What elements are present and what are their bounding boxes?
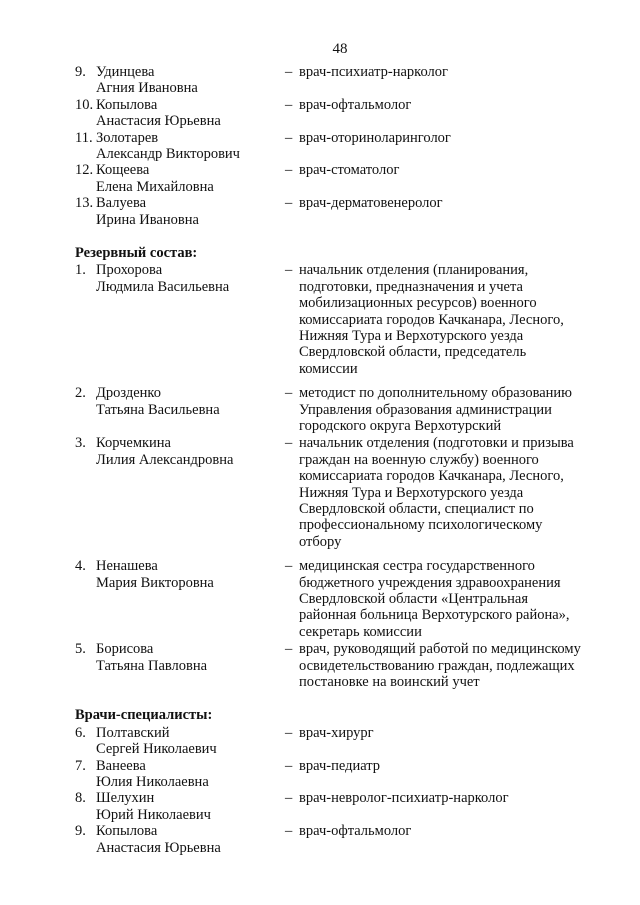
dash-separator: – bbox=[285, 641, 293, 658]
entry-number: 10. bbox=[75, 96, 94, 113]
name-line: Анастасия Юрьевна bbox=[96, 839, 221, 856]
reserve-heading: Резервный состав: bbox=[75, 244, 198, 261]
role-text bbox=[299, 725, 610, 741]
role-line: Свердловской области, председатель bbox=[299, 344, 527, 361]
dash-separator: – bbox=[285, 558, 293, 575]
name-line: Удинцева bbox=[96, 64, 155, 80]
dash-separator: – bbox=[285, 790, 293, 807]
dash-separator: – bbox=[285, 757, 293, 774]
person-name bbox=[96, 758, 281, 791]
name-line: Юрий Николаевич bbox=[96, 806, 211, 823]
list-entry bbox=[75, 558, 610, 640]
role-text bbox=[299, 97, 610, 113]
entry-number: 7. bbox=[75, 757, 86, 774]
role-text bbox=[299, 435, 610, 550]
role-text bbox=[299, 558, 610, 640]
role-text bbox=[299, 823, 610, 839]
role-line: Свердловской области «Центральная bbox=[299, 590, 528, 607]
list-entry bbox=[75, 262, 610, 377]
entry-number: 13. bbox=[75, 195, 94, 212]
name-line: Копылова bbox=[96, 823, 158, 840]
name-line: Валуева bbox=[96, 195, 147, 212]
role-line: комиссариата городов Качканара, Лесного, bbox=[299, 468, 564, 485]
name-line: Ненашева bbox=[96, 558, 158, 575]
role-line: Нижняя Тура и Верхотурского уезда bbox=[299, 484, 524, 501]
entry-number: 11. bbox=[75, 129, 93, 146]
page-number: 48 bbox=[332, 41, 348, 57]
doctors-heading: Врачи-специалисты: bbox=[75, 707, 213, 724]
role-line: врач-педиатр bbox=[299, 757, 381, 774]
person-name bbox=[96, 130, 281, 163]
name-line: Золотарев bbox=[96, 129, 159, 146]
person-name bbox=[96, 385, 281, 418]
dash-separator: – bbox=[285, 195, 293, 212]
role-text bbox=[299, 758, 610, 774]
role-line: бюджетного учреждения здравоохранения bbox=[299, 574, 561, 591]
role-text bbox=[299, 641, 610, 690]
name-line: Прохорова bbox=[96, 262, 163, 279]
role-line: врач-психиатр-нарколог bbox=[299, 64, 448, 80]
dash-separator: – bbox=[285, 385, 293, 402]
name-line: Борисова bbox=[96, 641, 154, 658]
entry-number: 5. bbox=[75, 641, 86, 658]
list-entry bbox=[75, 195, 610, 228]
name-line: Лилия Александровна bbox=[96, 451, 234, 468]
name-line: Корчемкина bbox=[96, 435, 171, 452]
commission-members-list bbox=[75, 64, 610, 228]
person-role bbox=[285, 130, 610, 146]
list-entry bbox=[75, 758, 610, 791]
role-line: секретарь комиссии bbox=[299, 623, 422, 640]
name-line: Людмила Васильевна bbox=[96, 278, 230, 295]
list-entry bbox=[75, 790, 610, 823]
entry-number: 1. bbox=[75, 262, 86, 279]
list-entry bbox=[75, 130, 610, 163]
dash-separator: – bbox=[285, 96, 293, 113]
entry-number: 12. bbox=[75, 162, 94, 179]
role-line: городского округа Верхотурский bbox=[299, 418, 502, 434]
dash-separator: – bbox=[285, 64, 293, 80]
dash-separator: – bbox=[285, 823, 293, 840]
name-line: Шелухин bbox=[96, 790, 155, 807]
person-name bbox=[96, 823, 281, 856]
entry-number: 3. bbox=[75, 435, 86, 452]
name-line: Елена Михайловна bbox=[96, 178, 214, 195]
person-role bbox=[285, 162, 610, 178]
role-line: врач-хирург bbox=[299, 724, 374, 741]
person-role bbox=[285, 641, 610, 690]
role-line: врач-стоматолог bbox=[299, 162, 400, 179]
person-name bbox=[96, 64, 281, 97]
person-role bbox=[285, 758, 610, 774]
role-text bbox=[299, 262, 610, 377]
name-line: Ванеева bbox=[96, 757, 146, 774]
person-name bbox=[96, 195, 281, 228]
person-name bbox=[96, 790, 281, 823]
role-text bbox=[299, 385, 610, 434]
role-text bbox=[299, 195, 610, 211]
name-line: Дрозденко bbox=[96, 385, 161, 402]
document-body bbox=[75, 64, 610, 856]
person-name bbox=[96, 435, 281, 468]
person-role bbox=[285, 262, 610, 377]
name-line: Ирина Ивановна bbox=[96, 211, 199, 228]
name-line: Полтавский bbox=[96, 724, 170, 741]
person-role bbox=[285, 725, 610, 741]
person-name bbox=[96, 558, 281, 591]
reserve-members-list bbox=[75, 262, 610, 690]
name-line: Кощеева bbox=[96, 162, 150, 179]
list-entry bbox=[75, 162, 610, 195]
entry-number: 4. bbox=[75, 558, 86, 575]
person-name bbox=[96, 97, 281, 130]
entry-number: 2. bbox=[75, 385, 86, 402]
person-role bbox=[285, 64, 610, 80]
person-role bbox=[285, 385, 610, 434]
name-line: Сергей Николаевич bbox=[96, 741, 217, 758]
role-text bbox=[299, 64, 610, 80]
person-role bbox=[285, 558, 610, 640]
person-role bbox=[285, 97, 610, 113]
name-line: Копылова bbox=[96, 96, 158, 113]
person-role bbox=[285, 435, 610, 550]
dash-separator: – bbox=[285, 435, 293, 452]
role-line: Свердловской области, специалист по bbox=[299, 501, 534, 517]
role-line: граждан на военную службу) военного bbox=[299, 451, 539, 468]
list-entry bbox=[75, 385, 610, 434]
role-line: отбору bbox=[299, 533, 342, 550]
role-line: комиссии bbox=[299, 360, 358, 377]
name-line: Юлия Николаевна bbox=[96, 773, 209, 790]
role-text bbox=[299, 790, 610, 806]
role-line: комиссариата городов Качканара, Лесного, bbox=[299, 311, 564, 328]
person-role bbox=[285, 823, 610, 839]
person-name bbox=[96, 262, 281, 295]
role-line: начальник отделения (планирования, bbox=[299, 262, 529, 279]
role-line: мобилизационных ресурсов) военного bbox=[299, 295, 537, 312]
entry-number: 8. bbox=[75, 790, 86, 807]
role-line: освидетельствованию граждан, подлежащих bbox=[299, 657, 575, 674]
doctors-list bbox=[75, 725, 610, 856]
list-entry bbox=[75, 641, 610, 690]
entry-number: 9. bbox=[75, 823, 86, 840]
role-line: подготовки, предназначения и учета bbox=[299, 278, 523, 295]
name-line: Мария Викторовна bbox=[96, 574, 214, 591]
dash-separator: – bbox=[285, 162, 293, 179]
entry-number: 9. bbox=[75, 64, 86, 80]
role-line: врач-невролог-психиатр-нарколог bbox=[299, 790, 509, 807]
name-line: Агния Ивановна bbox=[96, 80, 198, 97]
person-role bbox=[285, 790, 610, 806]
list-entry bbox=[75, 725, 610, 758]
dash-separator: – bbox=[285, 262, 293, 279]
list-entry bbox=[75, 97, 610, 130]
role-line: методист по дополнительному образованию bbox=[299, 385, 573, 402]
person-name bbox=[96, 641, 281, 674]
role-line: районная больница Верхотурского района», bbox=[299, 607, 570, 624]
role-line: профессиональному психологическому bbox=[299, 517, 543, 534]
dash-separator: – bbox=[285, 129, 293, 146]
role-line: врач-дерматовенеролог bbox=[299, 195, 443, 212]
name-line: Татьяна Васильевна bbox=[96, 401, 220, 418]
list-entry bbox=[75, 435, 610, 550]
role-text bbox=[299, 162, 610, 178]
role-line: Нижняя Тура и Верхотурского уезда bbox=[299, 328, 524, 345]
name-line: Александр Викторович bbox=[96, 146, 240, 162]
role-text bbox=[299, 130, 610, 146]
dash-separator: – bbox=[285, 724, 293, 741]
person-name bbox=[96, 725, 281, 758]
list-entry bbox=[75, 64, 610, 97]
list-entry bbox=[75, 823, 610, 856]
role-line: начальник отделения (подготовки и призыва bbox=[299, 435, 574, 452]
role-line: врач-оториноларинголог bbox=[299, 129, 451, 146]
role-line: врач-офтальмолог bbox=[299, 96, 412, 113]
role-line: врач, руководящий работой по медицинскому bbox=[299, 641, 581, 658]
entry-number: 6. bbox=[75, 724, 86, 741]
name-line: Анастасия Юрьевна bbox=[96, 113, 221, 130]
role-line: врач-офтальмолог bbox=[299, 823, 412, 840]
role-line: постановке на воинский учет bbox=[299, 673, 480, 690]
person-name bbox=[96, 162, 281, 195]
person-role bbox=[285, 195, 610, 211]
role-line: Управления образования администрации bbox=[299, 401, 552, 418]
role-line: медицинская сестра государственного bbox=[299, 558, 535, 575]
name-line: Татьяна Павловна bbox=[96, 657, 208, 674]
